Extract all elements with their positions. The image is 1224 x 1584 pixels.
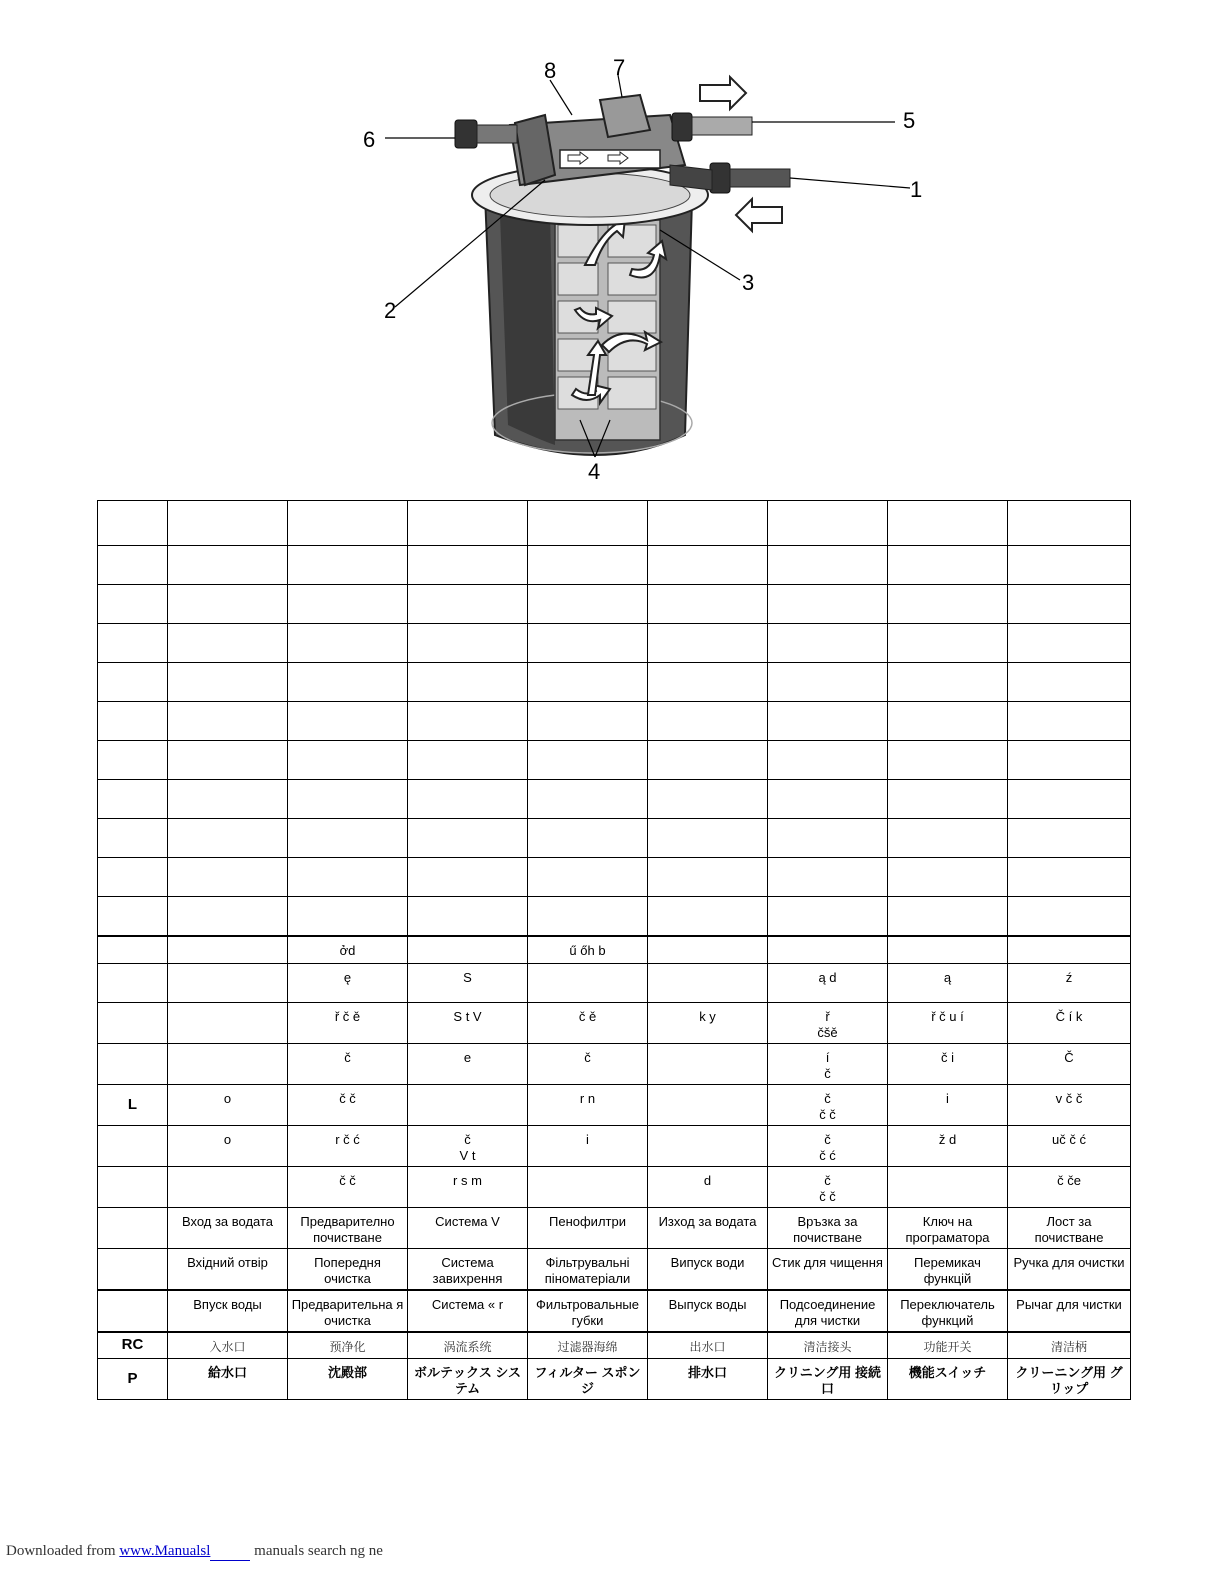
row-language-code	[98, 1044, 168, 1085]
part-name-cell: č č č	[768, 1167, 888, 1208]
part-name-cell	[528, 741, 648, 780]
row-language-code	[98, 1290, 168, 1332]
part-name-cell: č če	[1008, 1167, 1131, 1208]
part-name-cell	[168, 1044, 288, 1085]
row-language-code	[98, 819, 168, 858]
part-name-cell	[1008, 858, 1131, 897]
part-name-cell	[648, 1126, 768, 1167]
part-name-cell	[408, 741, 528, 780]
part-name-cell	[168, 585, 288, 624]
part-name-cell: ř čšě	[768, 1003, 888, 1044]
part-name-cell: č	[528, 1044, 648, 1085]
part-name-cell: uč č ć	[1008, 1126, 1131, 1167]
part-name-cell	[408, 585, 528, 624]
part-name-cell	[648, 780, 768, 819]
part-name-cell: Впуск воды	[168, 1290, 288, 1332]
part-name-cell: Č í k	[1008, 1003, 1131, 1044]
part-name-cell: č č ć	[768, 1126, 888, 1167]
part-name-cell	[1008, 663, 1131, 702]
part-name-cell	[1008, 501, 1131, 546]
table-row	[98, 1249, 1131, 1291]
callout-7: 7	[613, 55, 626, 80]
part-name-cell	[1008, 546, 1131, 585]
part-name-cell: S	[408, 964, 528, 1003]
table-row	[98, 897, 1131, 936]
part-name-cell	[168, 624, 288, 663]
part-name-cell	[648, 819, 768, 858]
part-name-cell	[648, 546, 768, 585]
part-name-cell: Лост за почистване	[1008, 1208, 1131, 1249]
part-name-cell	[768, 702, 888, 741]
row-language-code	[98, 1126, 168, 1167]
part-name-cell	[288, 780, 408, 819]
part-name-cell: Ключ на програматора	[888, 1208, 1008, 1249]
part-name-cell: č č	[288, 1085, 408, 1126]
part-name-cell: 过滤器海绵	[528, 1332, 648, 1358]
part-name-cell	[168, 702, 288, 741]
table-row	[98, 1167, 1131, 1208]
part-name-cell: 沈殿部	[288, 1358, 408, 1399]
part-name-cell	[288, 546, 408, 585]
part-name-cell	[288, 501, 408, 546]
table-row	[98, 1044, 1131, 1085]
part-name-cell: ř č u í	[888, 1003, 1008, 1044]
footer-prefix: Downloaded from	[6, 1543, 120, 1559]
table-row	[98, 546, 1131, 585]
part-name-cell	[768, 585, 888, 624]
part-name-cell	[168, 897, 288, 936]
part-name-cell	[408, 546, 528, 585]
part-name-cell	[888, 780, 1008, 819]
part-name-cell: Фильтровальные губки	[528, 1290, 648, 1332]
part-name-cell	[768, 819, 888, 858]
part-name-cell: Вход за водата	[168, 1208, 288, 1249]
part-name-cell: Вхідний отвір	[168, 1249, 288, 1291]
part-name-cell: Перемикач функцій	[888, 1249, 1008, 1291]
part-name-cell: 機能スイッチ	[888, 1358, 1008, 1399]
callout-3: 3	[742, 270, 755, 295]
part-name-cell	[408, 936, 528, 964]
part-name-cell: Рычаг для чистки	[1008, 1290, 1131, 1332]
part-name-cell	[528, 780, 648, 819]
part-name-cell	[888, 546, 1008, 585]
part-name-cell: 排水口	[648, 1358, 768, 1399]
part-name-cell	[888, 858, 1008, 897]
part-name-cell: ű őh b	[528, 936, 648, 964]
part-name-cell	[528, 964, 648, 1003]
part-name-cell	[528, 624, 648, 663]
part-name-cell: Система V	[408, 1208, 528, 1249]
part-name-cell: č č č	[768, 1085, 888, 1126]
part-name-cell	[768, 858, 888, 897]
part-name-cell: Фільтрувальні піноматеріали	[528, 1249, 648, 1291]
part-name-cell	[648, 501, 768, 546]
part-name-cell: i	[888, 1085, 1008, 1126]
part-name-cell	[288, 897, 408, 936]
part-name-cell: č V t	[408, 1126, 528, 1167]
row-language-code: L	[98, 1085, 168, 1126]
table-row	[98, 1003, 1131, 1044]
part-name-cell	[408, 819, 528, 858]
part-name-cell	[528, 897, 648, 936]
part-name-cell	[288, 741, 408, 780]
part-name-cell	[888, 702, 1008, 741]
part-name-cell: Č	[1008, 1044, 1131, 1085]
part-name-cell	[648, 624, 768, 663]
part-name-cell	[648, 1085, 768, 1126]
part-name-cell: Ручка для очистки	[1008, 1249, 1131, 1291]
table-row	[98, 501, 1131, 546]
part-name-cell: フィルター スポンジ	[528, 1358, 648, 1399]
part-name-cell: Предварително почистване	[288, 1208, 408, 1249]
part-name-cell	[768, 624, 888, 663]
part-name-cell	[528, 702, 648, 741]
part-name-cell	[408, 1085, 528, 1126]
part-name-cell	[768, 501, 888, 546]
part-name-cell: Система « r	[408, 1290, 528, 1332]
row-language-code	[98, 858, 168, 897]
part-name-cell: č č	[288, 1167, 408, 1208]
part-name-cell	[168, 741, 288, 780]
row-language-code	[98, 1167, 168, 1208]
part-name-cell: ž d	[888, 1126, 1008, 1167]
part-name-cell	[288, 624, 408, 663]
part-name-cell: 涡流系统	[408, 1332, 528, 1358]
row-language-code: RC	[98, 1332, 168, 1358]
part-name-cell	[768, 741, 888, 780]
part-name-cell	[408, 858, 528, 897]
part-name-cell: Випуск води	[648, 1249, 768, 1291]
table-row	[98, 780, 1131, 819]
part-name-cell	[648, 936, 768, 964]
part-name-cell: í č	[768, 1044, 888, 1085]
row-language-code	[98, 964, 168, 1003]
part-name-cell	[888, 624, 1008, 663]
parts-translation-table	[97, 500, 1131, 1400]
table-row	[98, 702, 1131, 741]
part-name-cell	[168, 780, 288, 819]
table-row	[98, 741, 1131, 780]
part-name-cell: ę	[288, 964, 408, 1003]
part-name-cell	[648, 897, 768, 936]
part-name-cell: ą	[888, 964, 1008, 1003]
part-name-cell: č ě	[528, 1003, 648, 1044]
part-name-cell	[648, 702, 768, 741]
callout-1: 1	[910, 177, 923, 202]
row-language-code: P	[98, 1358, 168, 1399]
part-name-cell	[168, 964, 288, 1003]
part-name-cell	[768, 546, 888, 585]
part-name-cell	[528, 546, 648, 585]
part-name-cell	[288, 585, 408, 624]
part-name-cell	[1008, 897, 1131, 936]
part-name-cell: o	[168, 1126, 288, 1167]
part-name-cell: Подсоединение для чистки	[768, 1290, 888, 1332]
part-name-cell	[888, 663, 1008, 702]
part-name-cell	[888, 1167, 1008, 1208]
row-language-code	[98, 1208, 168, 1249]
part-name-cell	[408, 624, 528, 663]
part-name-cell	[288, 858, 408, 897]
part-name-cell	[408, 897, 528, 936]
table-row	[98, 964, 1131, 1003]
table-row	[98, 663, 1131, 702]
pond-filter-cutaway-drawing	[340, 45, 940, 490]
row-language-code	[98, 1249, 168, 1291]
footer-link[interactable]: www.Manualsl	[119, 1543, 211, 1559]
table-row	[98, 1290, 1131, 1332]
row-language-code	[98, 585, 168, 624]
part-name-cell	[288, 819, 408, 858]
part-name-cell: Система завихрення	[408, 1249, 528, 1291]
part-name-cell: ř č ě	[288, 1003, 408, 1044]
part-name-cell: k y	[648, 1003, 768, 1044]
part-name-cell	[648, 585, 768, 624]
part-name-cell	[288, 702, 408, 741]
part-name-cell	[888, 741, 1008, 780]
part-name-cell	[528, 858, 648, 897]
part-name-cell: o	[168, 1085, 288, 1126]
row-language-code	[98, 780, 168, 819]
row-language-code	[98, 702, 168, 741]
part-name-cell	[648, 741, 768, 780]
part-name-cell	[768, 663, 888, 702]
part-name-cell	[408, 780, 528, 819]
part-name-cell	[888, 819, 1008, 858]
callout-4: 4	[588, 459, 601, 484]
part-name-cell	[168, 858, 288, 897]
part-name-cell: r s m	[408, 1167, 528, 1208]
part-name-cell: r č ć	[288, 1126, 408, 1167]
row-language-code	[98, 897, 168, 936]
part-name-cell	[528, 819, 648, 858]
row-language-code	[98, 546, 168, 585]
pond-filter-illustration	[340, 45, 940, 490]
part-name-cell: Попередня очистка	[288, 1249, 408, 1291]
callout-8: 8	[544, 58, 557, 83]
part-name-cell	[648, 663, 768, 702]
part-name-cell	[768, 936, 888, 964]
callout-2: 2	[384, 298, 397, 323]
part-name-cell: r n	[528, 1085, 648, 1126]
table-row	[98, 1358, 1131, 1399]
part-name-cell: ボルテックス システム	[408, 1358, 528, 1399]
part-name-cell	[1008, 741, 1131, 780]
part-name-cell	[408, 663, 528, 702]
table-row	[98, 858, 1131, 897]
table-row	[98, 1332, 1131, 1358]
part-name-cell	[1008, 819, 1131, 858]
part-name-cell: Връзка за почистване	[768, 1208, 888, 1249]
row-language-code	[98, 663, 168, 702]
part-name-cell	[168, 819, 288, 858]
part-name-cell	[888, 897, 1008, 936]
row-language-code	[98, 936, 168, 964]
part-name-cell	[168, 1003, 288, 1044]
part-name-cell: Пенофилтри	[528, 1208, 648, 1249]
part-name-cell: 給水口	[168, 1358, 288, 1399]
table-row	[98, 936, 1131, 964]
part-name-cell	[888, 585, 1008, 624]
table-row	[98, 1126, 1131, 1167]
part-name-cell	[648, 858, 768, 897]
part-name-cell	[528, 663, 648, 702]
part-name-cell	[168, 1167, 288, 1208]
part-name-cell: 清洁柄	[1008, 1332, 1131, 1358]
part-name-cell	[768, 897, 888, 936]
part-name-cell	[408, 702, 528, 741]
part-name-cell	[528, 1167, 648, 1208]
row-language-code	[98, 624, 168, 663]
part-name-cell	[1008, 936, 1131, 964]
part-name-cell	[288, 663, 408, 702]
part-name-cell: č i	[888, 1044, 1008, 1085]
part-name-cell: 入水口	[168, 1332, 288, 1358]
part-name-cell: クリニング用 接続口	[768, 1358, 888, 1399]
row-language-code	[98, 741, 168, 780]
part-name-cell: 出水口	[648, 1332, 768, 1358]
part-name-cell	[1008, 702, 1131, 741]
part-name-cell	[1008, 585, 1131, 624]
part-name-cell: Переключатель функций	[888, 1290, 1008, 1332]
part-name-cell: d	[648, 1167, 768, 1208]
part-name-cell	[888, 501, 1008, 546]
part-name-cell	[168, 546, 288, 585]
table-row	[98, 585, 1131, 624]
row-language-code	[98, 1003, 168, 1044]
part-name-cell: 清洁接头	[768, 1332, 888, 1358]
part-name-cell: 功能开关	[888, 1332, 1008, 1358]
footer-suffix: manuals search ng ne	[254, 1543, 383, 1559]
part-name-cell	[168, 501, 288, 546]
part-name-cell: S t V	[408, 1003, 528, 1044]
part-name-cell	[888, 936, 1008, 964]
part-name-cell	[648, 1044, 768, 1085]
part-name-cell: 预净化	[288, 1332, 408, 1358]
part-name-cell: i	[528, 1126, 648, 1167]
part-name-cell: Стик для чищення	[768, 1249, 888, 1291]
table-row	[98, 1085, 1131, 1126]
part-name-cell	[648, 964, 768, 1003]
table-row	[98, 624, 1131, 663]
part-name-cell	[1008, 780, 1131, 819]
part-name-cell: ởd	[288, 936, 408, 964]
part-name-cell: v č č	[1008, 1085, 1131, 1126]
table-row	[98, 819, 1131, 858]
part-name-cell	[528, 501, 648, 546]
download-footer	[6, 1543, 383, 1561]
part-name-cell: ź	[1008, 964, 1131, 1003]
part-name-cell: クリーニング用 グリップ	[1008, 1358, 1131, 1399]
part-name-cell: Предварительна я очистка	[288, 1290, 408, 1332]
part-name-cell	[1008, 624, 1131, 663]
part-name-cell	[168, 663, 288, 702]
callout-5: 5	[903, 108, 916, 133]
part-name-cell: Выпуск воды	[648, 1290, 768, 1332]
callout-6: 6	[363, 127, 376, 152]
part-name-cell	[768, 780, 888, 819]
table-row	[98, 1208, 1131, 1249]
part-name-cell	[168, 936, 288, 964]
part-name-cell: e	[408, 1044, 528, 1085]
part-name-cell: ą d	[768, 964, 888, 1003]
row-language-code	[98, 501, 168, 546]
part-name-cell	[408, 501, 528, 546]
part-name-cell: č	[288, 1044, 408, 1085]
part-name-cell	[528, 585, 648, 624]
part-name-cell: Изход за водата	[648, 1208, 768, 1249]
